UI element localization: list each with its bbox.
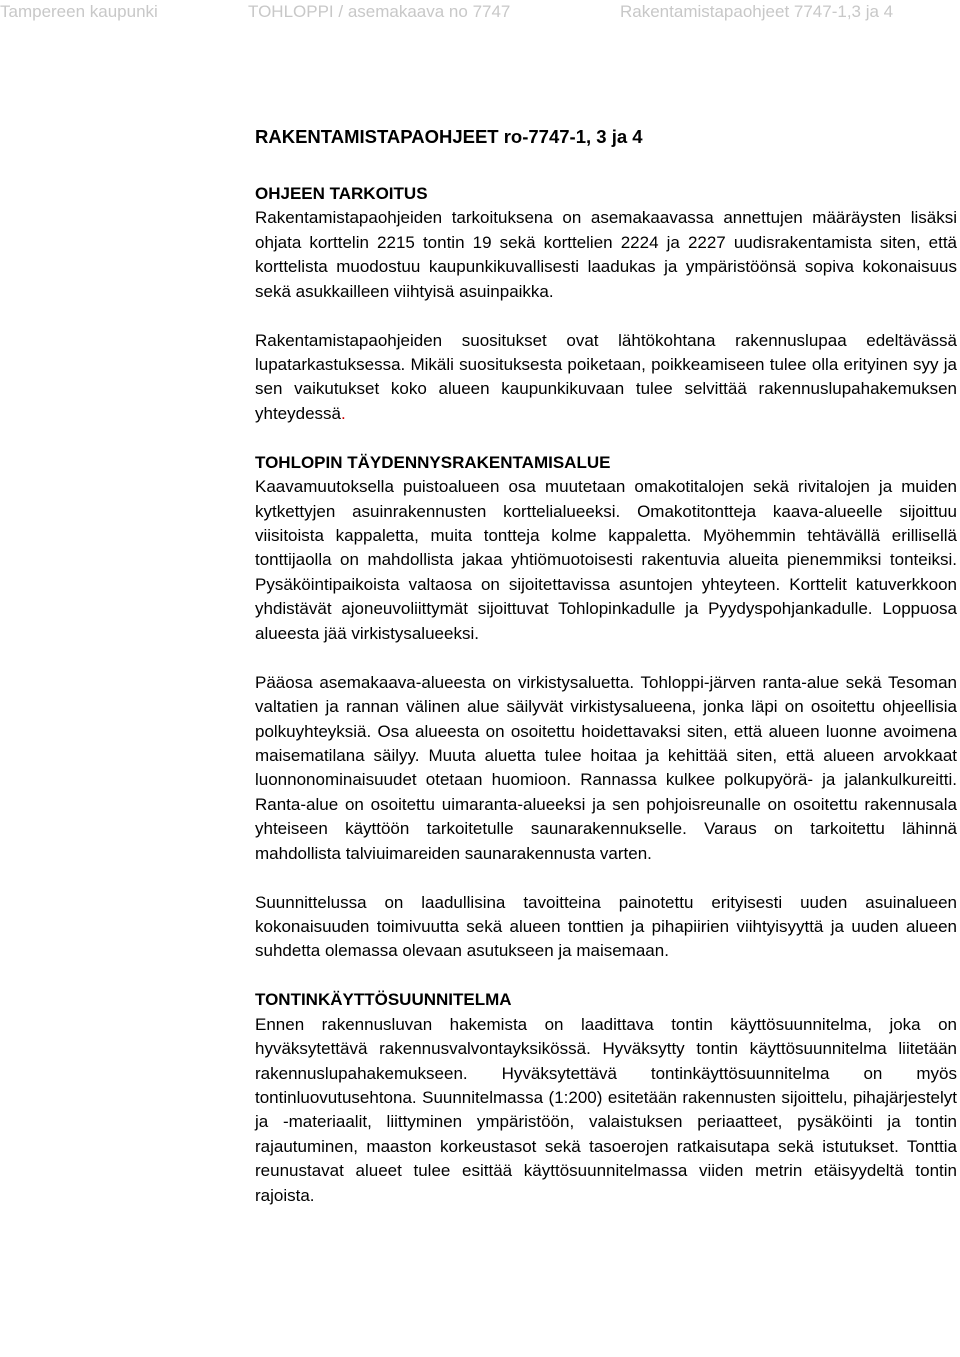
header-doc-title: Rakentamistapaohjeet 7747-1,3 ja 4: [620, 2, 894, 21]
paragraph-infill-1: Kaavamuutoksella puistoalueen osa muutetaan omakotitalojen sekä rivitalojen ja muiden kytkettyjen asuinrakennusten korttelialueeksi. Omakotitontteja kaava-alueelle sijoittuu viisitoista kappaletta, muita tontteja kolme kappaletta. Myöhemmin tehtävällä erillisellä tonttijaolla on mahdollista jakaa yhtiömuotoisesti rakentuvia alueita pienemmiksi tonteiksi. Pysäköintipaikoista valtaosa on sijoitettavissa asuntojen yhteyteen. Korttelit katuverkkoon yhdistävät ajoneuvoliittymät sijoittuvat Tohlopinkadulle ja Pyydyspohjankadulle. Loppuosa alueesta jää virkistysalueeksi.: [255, 477, 957, 643]
section-heading-site-plan: TONTINKÄYTTÖSUUNNITELMA: [255, 990, 512, 1010]
paragraph-purpose-2-end: .: [341, 403, 346, 423]
document-body: [255, 125, 957, 1208]
paragraph-site-plan-1: Ennen rakennusluvan hakemista on laadittava tontin käyttösuunnitelma, joka on hyväksytettävä rakennusvalvontayksikössä. Hyväksytty tontin käyttösuunnitelma liitetään rakennuslupahakemukseen. Hyväksytettävä tontinkäyttösuunnitelma on myös tontinluovutusehtona. Suunnitelmassa (1:200) esitetään rakennusten sijoittelu, pihajärjestelyt ja -materiaalit, liittyminen ympäristöön, valaistuksen periaatteet, pysäköinti ja tontin rajautuminen, maaston korkeustasot sekä tasoerojen ratkaisutapa sekä istutukset. Tonttia reunustavat alueet tulee esittää käyttösuunnitelmassa viiden metrin etäisyydeltä tontin rajoista.: [255, 1014, 957, 1205]
paragraph-purpose-1: Rakentamistapaohjeiden tarkoituksena on asemakaavassa annettujen määräysten lisäksi ohjata korttelin 2215 tontin 19 sekä korttelien 2224 ja 2227 uudisrakentamista siten, että korttelista muodostuu kaupunkikuvallisesti laadukas ja ympäristöönsä sopiva kokonaisuus sekä asukkailleen viihtyisä asuinpaikka.: [255, 208, 957, 301]
paragraph-purpose-2-text: Rakentamistapaohjeiden suositukset ovat lähtökohtana rakennuslupaa edeltävässä lupatarkastuksessa. Mikäli suosituksesta poiketaan, poikkeamiseen tulee olla erityinen syy ja sen vaikutukset koko alueen kaupunkikuvaan tulee selvittää rakennuslupahakemuksen yhteydessä: [255, 330, 957, 423]
header-plan: TOHLOPPI / asemakaava no 7747: [248, 2, 511, 21]
paragraph-infill-3: Suunnittelussa on laadullisina tavoitteina painotettu erityisesti uuden asuinalueen kokonaisuuden toimivuutta sekä alueen tonttien ja pihapiirien viihtyisyyttä ja uuden alueen suhdetta olemassa olevaan asutukseen ja maisemaan.: [255, 892, 957, 961]
paragraph-purpose-2: [255, 329, 957, 427]
header-city: Tampereen kaupunki: [0, 2, 158, 21]
page-header: [0, 0, 960, 24]
paragraph-infill-2: Pääosa asemakaava-alueesta on virkistysaluetta. Tohloppi-järven ranta-alue sekä Tesoman valtatien ja rannan välinen alue säilyvät virkistysalueena, jonka läpi on osoitettu ohjeellisia polkuyhteyksiä. Osa alueesta on osoitettu hoidettavaksi siten, että alueen luonne avoimena maisematilana säilyy. Muuta aluetta tulee hoitaa ja kehittää siten, että alueen arvokkaat luonnonominaisuudet otetaan huomioon. Rannassa kulkee polkupyörä- ja jalankulkureitti. Ranta-alue on osoitettu uimaranta-alueeksi ja sen pohjoisreunalle on osoitettu rakennusala yhteiseen käyttöön tarkoitetulle saunarakennukselle. Varaus on tarkoitettu lähinnä mahdollista talviuimareiden saunarakennusta varten.: [255, 672, 957, 863]
section-heading-infill: TOHLOPIN TÄYDENNYSRAKENTAMISALUE: [255, 452, 611, 472]
document-title: RAKENTAMISTAPAOHJEET ro-7747-1, 3 ja 4: [255, 126, 643, 147]
section-heading-purpose: OHJEEN TARKOITUS: [255, 184, 428, 203]
